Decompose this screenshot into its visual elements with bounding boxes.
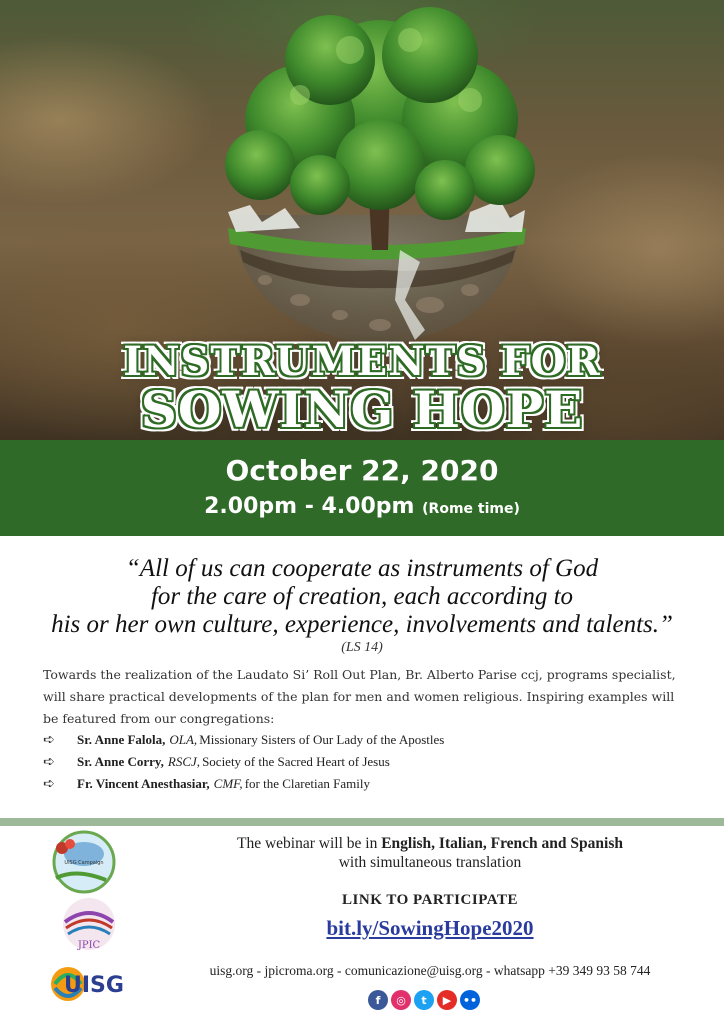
- social-links: [368, 990, 480, 1010]
- campaign-logo: [46, 828, 118, 900]
- participate-link[interactable]: bit.ly/SowingHope2020: [326, 916, 534, 940]
- facebook-icon[interactable]: f: [368, 990, 388, 1010]
- quote-reference: (LS 14): [341, 640, 383, 655]
- speaker-org: Missionary Sisters of Our Lady of the Apostles: [199, 732, 445, 747]
- webinar-prefix: The webinar will be in: [237, 835, 382, 852]
- speaker-org: for the Claretian Family: [244, 776, 370, 791]
- list-item: [43, 773, 693, 795]
- quote-line1: “All of us can cooperate as instruments of God: [125, 555, 599, 582]
- speaker-name: Sr. Anne Corry,: [77, 754, 164, 769]
- twitter-icon[interactable]: t: [414, 990, 434, 1010]
- event-title-line1: INSTRUMENTS FOR: [123, 338, 601, 385]
- event-time-range: 2.00pm - 4.00pm: [204, 494, 415, 519]
- webinar-languages: [180, 834, 680, 872]
- jpic-logo: [60, 894, 118, 954]
- event-description: Towards the realization of the Laudato Si’ Roll Out Plan, Br. Alberto Parise ccj, programs specialist, will share practical developments of the plan for men and women religious. Inspiring examples will be featured from our congregations:: [43, 667, 676, 726]
- webinar-suffix: with simultaneous translation: [338, 854, 522, 871]
- uisg-logo-text: UISG: [64, 973, 124, 998]
- webinar-language-list: English, Italian, French and Spanish: [381, 835, 623, 852]
- quote-line3: his or her own culture, experience, involvements and talents.”: [51, 611, 673, 638]
- list-item: [43, 729, 693, 751]
- campaign-logo-label: UISG Campaign: [64, 860, 104, 866]
- speaker-abbr: OLA,: [169, 732, 198, 747]
- uisg-logo: [50, 962, 130, 1006]
- speaker-name: Fr. Vincent Anesthasiar,: [77, 776, 210, 791]
- event-time: [0, 494, 724, 519]
- speaker-list: [43, 729, 693, 795]
- participate-heading: LINK TO PARTICIPATE: [342, 892, 518, 908]
- arrow-right-icon: ➪: [43, 754, 55, 770]
- speaker-name: Sr. Anne Falola,: [77, 732, 166, 747]
- event-title-line2: SOWING HOPE: [140, 380, 584, 439]
- arrow-right-icon: ➪: [43, 776, 55, 792]
- contact-info: uisg.org - jpicroma.org - comunicazione@uisg.org - whatsapp +39 349 93 58 744: [209, 963, 651, 978]
- flickr-icon[interactable]: ••: [460, 990, 480, 1010]
- hero-banner: [0, 0, 724, 440]
- list-item: [43, 751, 693, 773]
- youtube-icon[interactable]: ▶: [437, 990, 457, 1010]
- event-date-band: [0, 440, 724, 536]
- arrow-right-icon: ➪: [43, 732, 55, 748]
- speaker-org: Society of the Sacred Heart of Jesus: [202, 754, 390, 769]
- instagram-icon[interactable]: ◎: [391, 990, 411, 1010]
- laudato-si-quote: [0, 555, 724, 639]
- event-timezone: (Rome time): [422, 501, 520, 517]
- jpic-logo-text: JPIC: [77, 940, 101, 951]
- section-divider: [0, 818, 724, 826]
- quote-line2: for the care of creation, each according to: [150, 583, 574, 610]
- speaker-abbr: CMF,: [213, 776, 243, 791]
- speaker-abbr: RSCJ,: [167, 754, 201, 769]
- event-date: October 22, 2020: [225, 454, 499, 487]
